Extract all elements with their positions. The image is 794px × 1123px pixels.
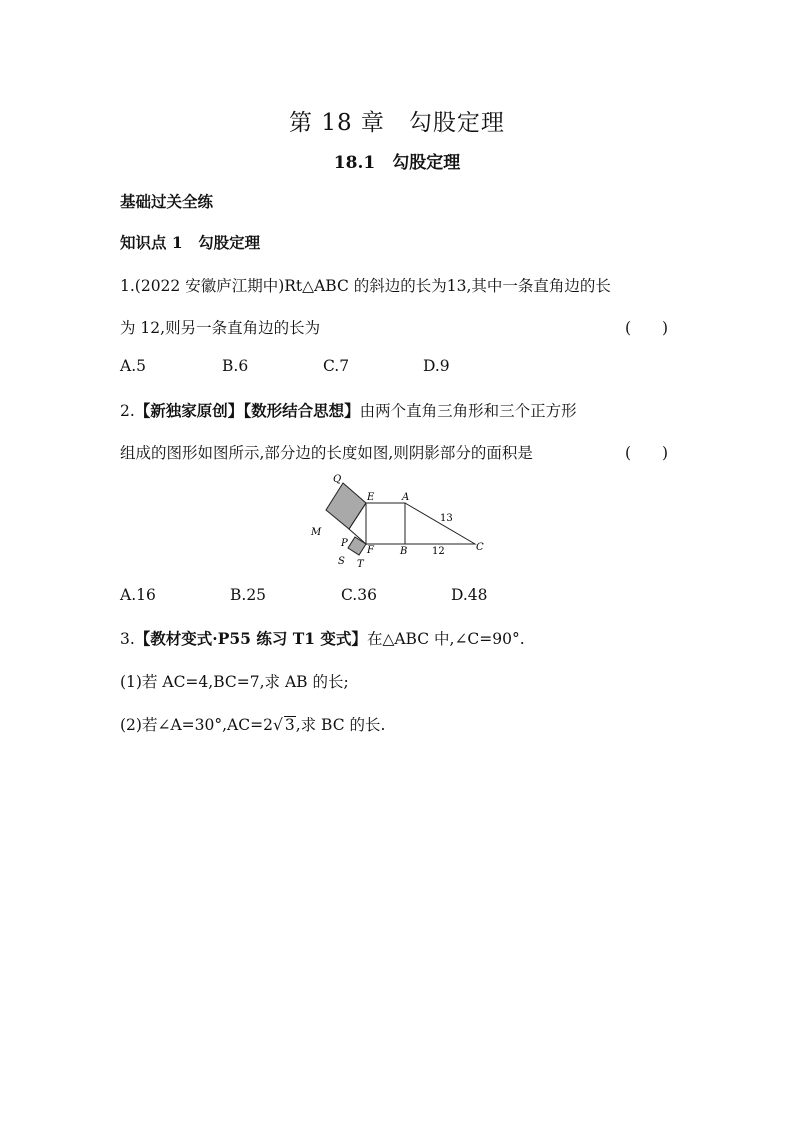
q1-answer-blank: ( ) <box>625 319 669 337</box>
q2-tag-original: 【新独家原创】 <box>134 401 244 420</box>
label-m: M <box>311 527 322 538</box>
label-f: F <box>367 545 374 556</box>
q3-part1: (1)若 AC=4,BC=7,求 AB 的长; <box>120 673 349 691</box>
shaded-square-large <box>326 483 366 529</box>
q1-option-b: B.6 <box>222 357 249 375</box>
square-eabf <box>366 503 405 544</box>
q2-option-d: D.48 <box>451 586 488 604</box>
shaded-square-small <box>348 537 366 555</box>
label-t: T <box>357 559 364 570</box>
label-c: C <box>476 542 484 553</box>
label-e: E <box>367 492 375 503</box>
label-b: B <box>400 546 408 557</box>
q2-answer-blank: ( ) <box>625 444 669 462</box>
label-p: P <box>341 538 348 549</box>
q1-stem-line2: 为 12,则另一条直角边的长为 <box>120 319 321 337</box>
q3-number: 3. <box>120 630 135 648</box>
q3-part2-text-before: (2)若∠A=30°,AC=2 <box>120 716 273 734</box>
length-ac: 13 <box>440 513 453 524</box>
label-s: S <box>338 556 345 567</box>
q2-tag-method: 【数形结合思想】 <box>243 401 360 420</box>
q1-stem-line1: 1.(2022 安徽庐江期中)Rt△ABC 的斜边的长为13,其中一条直角边的长 <box>120 277 611 295</box>
q3-part2 <box>120 713 385 735</box>
q1-option-c: C.7 <box>323 357 350 375</box>
q2-option-a: A.16 <box>120 586 156 604</box>
q1-option-a: A.5 <box>120 357 146 375</box>
length-bc: 12 <box>432 546 445 557</box>
knowledge-point-heading: 知识点 1 勾股定理 <box>120 233 261 252</box>
section-heading: 基础过关全练 <box>120 192 214 211</box>
q2-number: 2. <box>120 402 135 420</box>
label-q: Q <box>333 474 342 485</box>
q2-figure <box>300 470 500 575</box>
sqrt-radicand: 3 <box>284 716 295 734</box>
q3-part2-text-after: ,求 BC 的长. <box>295 716 386 734</box>
q2-stem-text: 由两个直角三角形和三个正方形 <box>359 402 577 420</box>
q1-option-d: D.9 <box>423 357 450 375</box>
chapter-title: 第 18 章 勾股定理 <box>289 110 505 136</box>
q2-stem-line2: 组成的图形如图所示,部分边的长度如图,则阴影部分的面积是 <box>120 444 533 462</box>
q3-stem-line1 <box>120 627 525 649</box>
label-a: A <box>402 492 410 503</box>
q2-stem-line1 <box>120 399 577 421</box>
sqrt-symbol: √ <box>272 716 283 734</box>
q2-option-b: B.25 <box>230 586 267 604</box>
q3-stem-text: 在△ABC 中,∠C=90°. <box>366 630 525 648</box>
q3-tag: 【教材变式·P55 练习 T1 变式】 <box>134 629 367 648</box>
q2-option-c: C.36 <box>341 586 377 604</box>
section-title: 18.1 勾股定理 <box>333 153 461 173</box>
